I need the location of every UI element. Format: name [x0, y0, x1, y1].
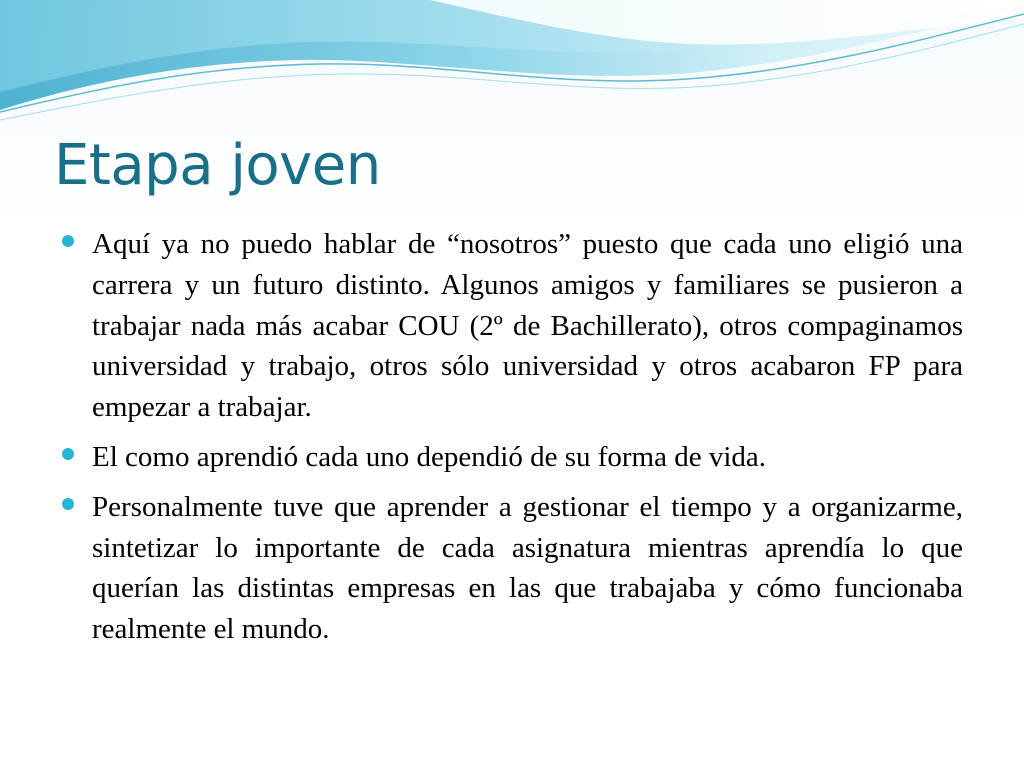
bullet-item [62, 487, 963, 650]
bullet-item [62, 224, 963, 428]
bullet-text: El como aprendió cada uno dependió de su forma de vida. [92, 440, 767, 473]
bullet-dot-icon [62, 498, 74, 510]
bullet-item [62, 437, 963, 478]
slide-title: Etapa joven [54, 133, 381, 198]
bullet-dot-icon [62, 235, 74, 247]
bullet-text: Aquí ya no puedo hablar de “nosotros” puesto que cada uno eligió una carrera y un futuro distinto. Algunos amigos y familiares se pusieron a trabajar nada más acabar COU (2º de Bachillerato), otros compaginamos universidad y trabajo, otros sólo universidad y otros acabaron FP para empezar a trabajar. [92, 228, 963, 424]
header-wave-decoration [0, 0, 1024, 130]
bullet-text: Personalmente tuve que aprender a gestionar el tiempo y a organizarme, sintetizar lo importante de cada asignatura mientras aprendía lo que querían las distintas empresas en las que trabajaba y cómo funcionaba realmente el mundo. [92, 490, 963, 646]
bullet-list [62, 224, 963, 659]
bullet-dot-icon [62, 448, 74, 460]
